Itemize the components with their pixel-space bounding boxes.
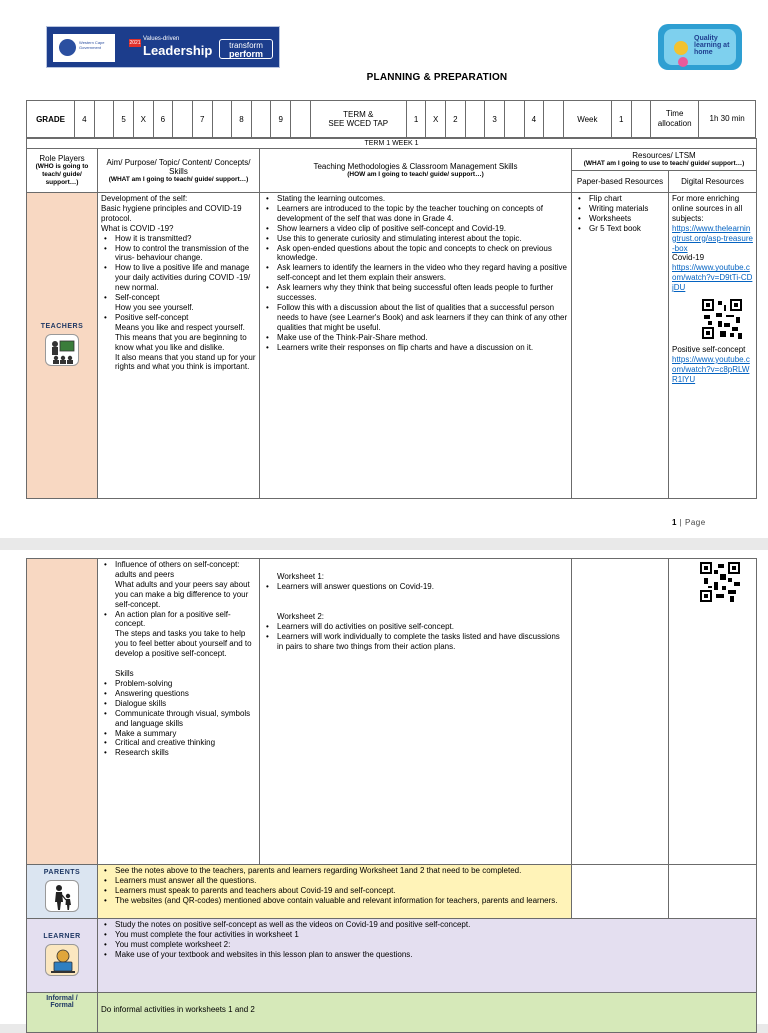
list-item: • Writing materials — [575, 204, 665, 214]
list-item: • Self-concept — [101, 293, 256, 303]
learner-notes-cell — [98, 919, 757, 993]
grade-cell — [212, 101, 232, 138]
parents-label: PARENTS — [43, 868, 81, 876]
resources-header — [572, 149, 757, 171]
grade-cell: 9 — [271, 101, 291, 138]
logo-dot-yellow — [674, 41, 688, 55]
term-cell — [504, 101, 524, 138]
list-item: • Make use of the Think-Pair-Share method. — [263, 333, 568, 343]
resources-header-text: Resources/ LTSM — [632, 151, 696, 160]
digital-cell-continued — [669, 559, 757, 865]
teachers-role-cell — [27, 193, 98, 499]
qr-code-icon — [702, 299, 742, 339]
list-item: • Learners must answer all the questions. — [101, 876, 568, 886]
skills-label: Skills — [115, 669, 134, 679]
list-item: • How it is transmitted? — [101, 234, 256, 244]
digital-resources-header: Digital Resources — [669, 171, 757, 193]
aim-text-3: This means that you are beginning to know what you like and dislike. — [115, 332, 247, 352]
covid-label: Covid-19 — [672, 253, 705, 263]
logo-dot-pink — [678, 57, 688, 67]
page-title: PLANNING & PREPARATION — [366, 72, 508, 83]
logo-line-1: Values-driven — [143, 36, 180, 42]
informal-label-1: Informal / — [46, 995, 78, 1002]
logo-inner — [664, 29, 736, 65]
wcg-crest — [53, 34, 115, 62]
wcg-name: Western Cape Government — [79, 40, 105, 50]
leadership-logo — [46, 26, 280, 68]
list-item: • Communicate through visual, symbols and language skills — [101, 709, 256, 729]
tp-line-1: transform — [229, 41, 263, 50]
role-players-header — [27, 149, 98, 193]
learner-notes-list — [101, 920, 753, 960]
informal-text: Do informal activities in worksheets 1 and 2 — [101, 1005, 255, 1014]
learner-role-cell — [27, 919, 98, 993]
teachers-role-cell-continued — [27, 559, 98, 865]
list-item: • See the notes above to the teachers, parents and learners regarding Worksheet 1and 2 that need to be completed. — [101, 866, 568, 876]
list-item: • You must complete the four activities in worksheet 1 — [101, 930, 753, 940]
aim-text-continued-2: The steps and tasks you take to help you to feel better about yourself and to develop a positive self-concept. — [115, 629, 252, 659]
method-header — [260, 149, 572, 193]
covid-video-link[interactable]: https://www.youtube.com/watch?v=D9tTi-CDjDU — [672, 263, 753, 293]
list-item: • Learners write their responses on flip charts and have a discussion on it. — [263, 343, 568, 353]
term-cell: 1 — [406, 101, 426, 138]
paper-resources-header: Paper-based Resources — [572, 171, 669, 193]
list-item: • Problem-solving — [101, 679, 256, 689]
list-item: • Answering questions — [101, 689, 256, 699]
list-item: • Learners will answer questions on Covid-19. — [263, 582, 568, 592]
digital-intro: For more enriching online sources in all subjects: — [672, 194, 743, 223]
aim-header-sub: (WHAT am I going to teach/ guide/ support…) — [108, 175, 249, 183]
time-value: 1h 30 min — [699, 101, 756, 138]
term-label — [310, 101, 406, 138]
list-item: • How to live a positive life and manage your daily activities during COVID -19/ new normal. — [101, 263, 256, 293]
list-item: • How to control the transmission of the virus- behaviour change. — [101, 244, 256, 264]
role-header-text: Role Players — [39, 154, 85, 163]
planning-table-continued — [26, 558, 757, 1033]
aim-cell-continued — [98, 559, 260, 865]
list-item: • Ask open-ended questions about the topic and concepts to check on previous knowledge. — [263, 244, 568, 264]
learner-laptop-icon — [45, 944, 79, 976]
grade-cell: 6 — [153, 101, 173, 138]
aim-bullet-list — [101, 234, 256, 303]
list-item: • Follow this with a discussion about the list of qualities that a successful person needs to have (see Learner's Book) and ask learners if they can think of any other qualities that might be useful. — [263, 303, 568, 333]
list-item: • You must complete worksheet 2: — [101, 940, 753, 950]
page-2 — [0, 550, 768, 1024]
teachers-aim-cell — [98, 193, 260, 499]
list-item: • Make a summary — [101, 729, 256, 739]
list-item: • Dialogue skills — [101, 699, 256, 709]
page-number-word: Page — [684, 518, 706, 527]
learner-label: LEARNER — [43, 932, 81, 940]
aim-text-4: It also means that you stand up for your rights and what you think is important. — [115, 352, 256, 372]
list-item: • Influence of others on self-concept: adults and peers — [101, 560, 256, 580]
grade-term-table — [26, 100, 756, 138]
tp-line-2: perform — [228, 49, 263, 59]
grade-cell: 7 — [192, 101, 212, 138]
page-number — [672, 518, 706, 527]
aim-header — [98, 149, 260, 193]
list-item: • Study the notes on positive self-concept as well as the videos on Covid-19 and positive self-concept. — [101, 920, 753, 930]
list-item: • An action plan for a positive self-concept. — [101, 610, 256, 630]
term-label-2: SEE WCED TAP — [328, 119, 389, 128]
informal-label-2: Formal — [50, 1002, 74, 1009]
aim-intro-3: What is COVID -19? — [101, 223, 174, 233]
list-item: • Ask learners why they think that being successful often leads people to further successes. — [263, 283, 568, 303]
method-header-text: Teaching Methodologies & Classroom Management Skills — [313, 162, 518, 171]
aim-list-continued — [101, 560, 256, 580]
method-cell-continued — [260, 559, 572, 865]
list-item: • Show learners a video clip of positive self-concept and Covid-19. — [263, 224, 568, 234]
list-item: • Learners are introduced to the topic by the teacher touching on concepts of development of the self that was done in Grade 4. — [263, 204, 568, 224]
grade-cell: 5 — [114, 101, 134, 138]
role-header-sub: (WHO is going to teach/ guide/ support…) — [35, 163, 89, 186]
grade-cell — [291, 101, 311, 138]
list-item: • Positive self-concept — [101, 313, 256, 323]
parents-digital-cell — [669, 865, 757, 919]
week-label: Week — [563, 101, 611, 138]
parents-paper-cell — [572, 865, 669, 919]
logo-text: Quality learning at home — [694, 35, 730, 56]
aim-text-2: Means you like and respect yourself. — [115, 322, 245, 332]
page-number-sep: | — [676, 518, 685, 527]
teachers-digital-cell — [669, 193, 757, 499]
page-number-value: 1 — [672, 518, 677, 527]
teachers-label: TEACHERS — [40, 322, 84, 330]
list-item: • Learners will work individually to complete the tasks listed and have discussions in pairs to share two things from their action plans. — [263, 632, 568, 652]
grade-cell — [251, 101, 271, 138]
teachers-method-cell — [260, 193, 572, 499]
parents-notes-list — [101, 866, 568, 906]
planning-table — [26, 138, 757, 499]
worksheet-1-label: Worksheet 1: — [277, 572, 324, 581]
positive-label: Positive self-concept — [672, 345, 746, 355]
learning-trust-link[interactable]: https://www.thelearningtrust.org/asp-treasure-box — [672, 223, 753, 253]
term-cell: 2 — [446, 101, 466, 138]
method-list — [263, 194, 568, 353]
parents-role-cell — [27, 865, 98, 919]
logo-year: 2021 — [129, 40, 141, 46]
list-item: • Learners must speak to parents and teachers about Covid-19 and self-concept. — [101, 886, 568, 896]
aim-text-continued-1: What adults and your peers say about you can make a big difference to your self-concept. — [115, 579, 250, 609]
list-item: • Make use of your textbook and websites in this lesson plan to answer the questions. — [101, 950, 753, 960]
aim-header-text: Aim/ Purpose/ Topic/ Content/ Concepts/ Skills — [106, 157, 251, 176]
term-cell: 3 — [485, 101, 505, 138]
list-item: • Stating the learning outcomes. — [263, 194, 568, 204]
term-week-row: TERM 1 WEEK 1 — [27, 139, 757, 149]
quality-learning-logo — [658, 24, 742, 70]
aim-bullet-list-2 — [101, 313, 256, 323]
grade-label: GRADE — [27, 101, 75, 138]
informal-notes-cell — [98, 993, 757, 1033]
parents-notes-cell — [98, 865, 572, 919]
grade-cell: 4 — [75, 101, 95, 138]
method-header-sub: (HOW am I going to teach/ guide/ support…) — [347, 171, 484, 178]
term-label-1: TERM & — [343, 110, 374, 119]
list-item: • Worksheets — [575, 214, 665, 224]
positive-video-link[interactable]: https://www.youtube.com/watch?v=c8pRLWR1lYU — [672, 354, 750, 384]
list-item: • Research skills — [101, 748, 256, 758]
term-cell: 4 — [524, 101, 544, 138]
week-value: 1 — [611, 101, 631, 138]
paper-cell-continued — [572, 559, 669, 865]
term-cell — [544, 101, 564, 138]
crest-seal-icon — [59, 39, 76, 56]
time-label: Time allocation — [651, 101, 699, 138]
spacer-cell — [631, 101, 651, 138]
aim-text-1: How you see yourself. — [115, 302, 194, 312]
aim-list-continued-2 — [101, 610, 256, 630]
resources-header-sub: (WHAT am I going to use to teach/ guide/ support…) — [583, 160, 745, 167]
aim-intro-1: Development of the self: — [101, 194, 188, 203]
grade-cell — [94, 101, 114, 138]
parent-child-icon — [45, 880, 79, 912]
grade-cell — [173, 101, 193, 138]
list-item: • Use this to generate curiosity and stimulating interest about the topic. — [263, 234, 568, 244]
list-item: • The websites (and QR-codes) mentioned above contain valuable and relevant information for teachers, parents and learners. — [101, 896, 568, 906]
list-item: • Critical and creative thinking — [101, 738, 256, 748]
list-item: • Ask learners to identify the learners in the video who they regard having a positive self-concept and let them explain their answers. — [263, 263, 568, 283]
list-item: • Gr 5 Text book — [575, 224, 665, 234]
logo-line-2: Leadership — [143, 43, 213, 58]
worksheet-1-list — [263, 582, 568, 592]
skills-list — [101, 679, 256, 758]
worksheet-2-label: Worksheet 2: — [277, 611, 324, 621]
term-cell: X — [426, 101, 446, 138]
teachers-paper-cell — [572, 193, 669, 499]
informal-role-cell — [27, 993, 98, 1033]
grade-cell: X — [133, 101, 153, 138]
list-item: • Flip chart — [575, 194, 665, 204]
qr-code-icon — [700, 562, 740, 602]
term-cell — [465, 101, 485, 138]
grade-cell: 8 — [232, 101, 252, 138]
paper-resource-list — [575, 194, 665, 234]
teacher-classroom-icon — [45, 334, 79, 366]
aim-intro-2: Basic hygiene principles and COVID-19 protocol. — [101, 203, 242, 223]
transform-perform-badge — [219, 39, 273, 59]
list-item: • Learners will do activities on positive self-concept. — [263, 622, 568, 632]
worksheet-2-list — [263, 622, 568, 652]
